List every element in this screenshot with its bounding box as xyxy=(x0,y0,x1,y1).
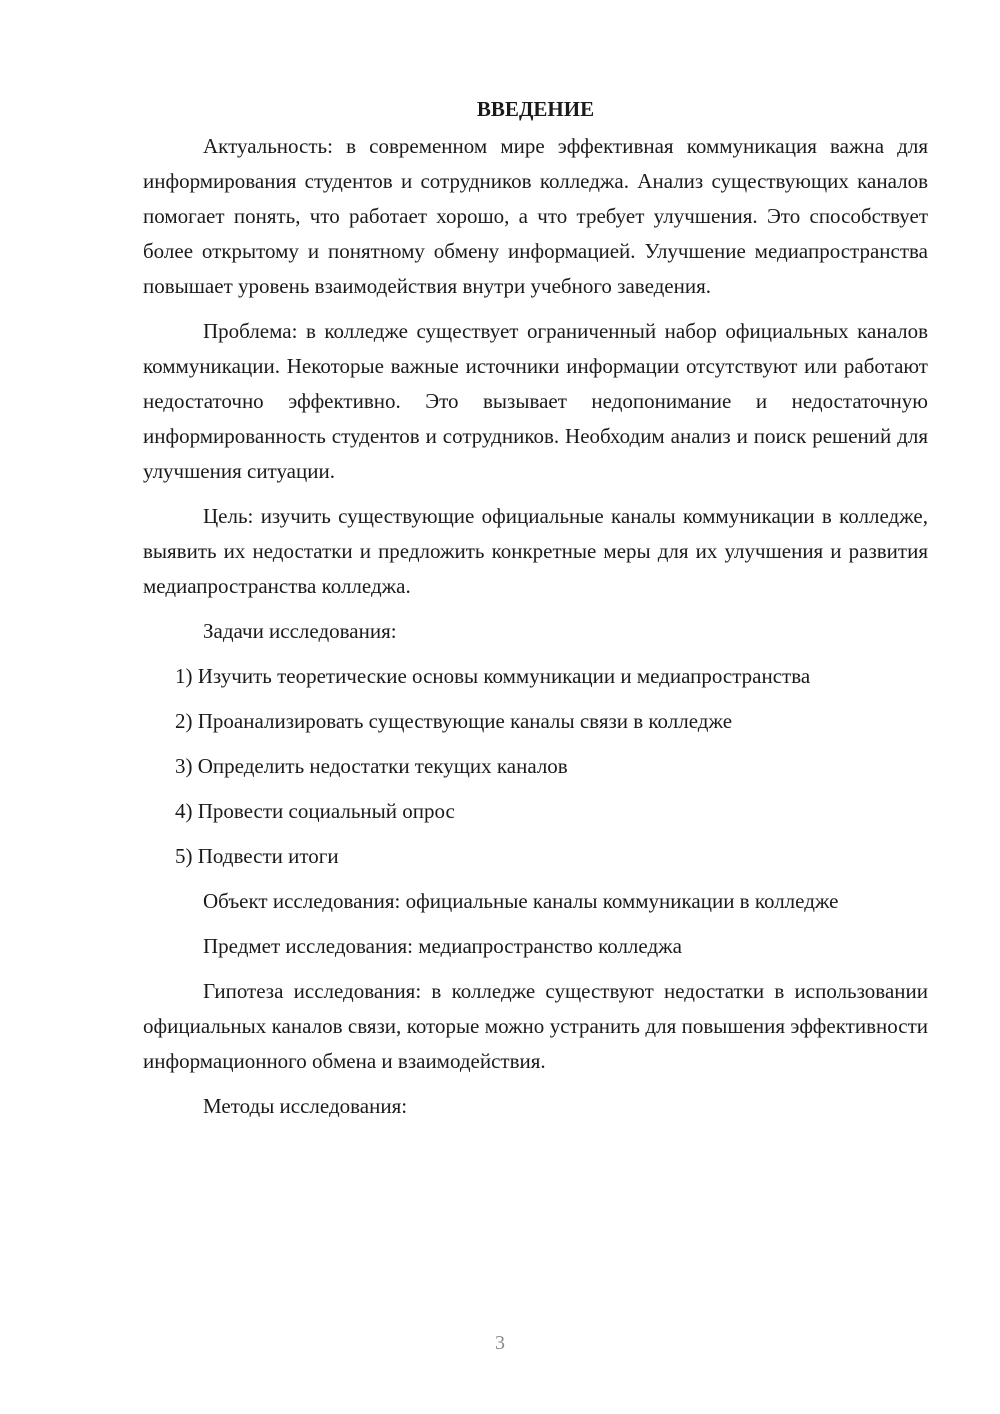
page-title: ВВЕДЕНИЕ xyxy=(476,97,595,121)
methods-title: Методы исследования: xyxy=(203,1094,408,1118)
document-page xyxy=(143,92,928,1134)
task-item-2: 2) Проанализировать существующие каналы связи в колледже xyxy=(175,709,733,733)
tasks-title: Задачи исследования: xyxy=(203,619,397,643)
problem-paragraph: Проблема: в колледже существует ограниченный набор официальных каналов коммуникации. Некоторые важные источники информации отсутствуют или работают недостаточно эффективно. Это вызывает недопонимание и недостаточную информированность студентов и сотрудников. Необходим анализ и поиск решений для улучшения ситуации. xyxy=(143,319,928,483)
task-item-5: 5) Подвести итоги xyxy=(175,844,339,868)
hypothesis-paragraph: Гипотеза исследования: в колледже существуют недостатки в использовании официальных каналов связи, которые можно устранить для повышения эффективности информационного обмена и взаимодействия. xyxy=(143,979,928,1073)
subject-paragraph: Предмет исследования: медиапространство колледжа xyxy=(203,934,682,958)
relevance-paragraph: Актуальность: в современном мире эффективная коммуникация важна для информирования студентов и сотрудников колледжа. Анализ существующих каналов помогает понять, что работает хорошо, а что требует улучшения. Это способствует более открытому и понятному обмену информацией. Улучшение медиапространства повышает уровень взаимодействия внутри учебного заведения. xyxy=(143,134,928,298)
goal-paragraph: Цель: изучить существующие официальные каналы коммуникации в колледже, выявить их недостатки и предложить конкретные меры для их улучшения и развития медиапространства колледжа. xyxy=(143,504,928,598)
task-item-1: 1) Изучить теоретические основы коммуникации и медиапространства xyxy=(175,664,811,688)
task-item-4: 4) Провести социальный опрос xyxy=(175,799,455,823)
object-paragraph: Объект исследования: официальные каналы коммуникации в колледже xyxy=(203,889,839,913)
task-item-3: 3) Определить недостатки текущих каналов xyxy=(175,754,568,778)
page-number: 3 xyxy=(495,1332,505,1354)
